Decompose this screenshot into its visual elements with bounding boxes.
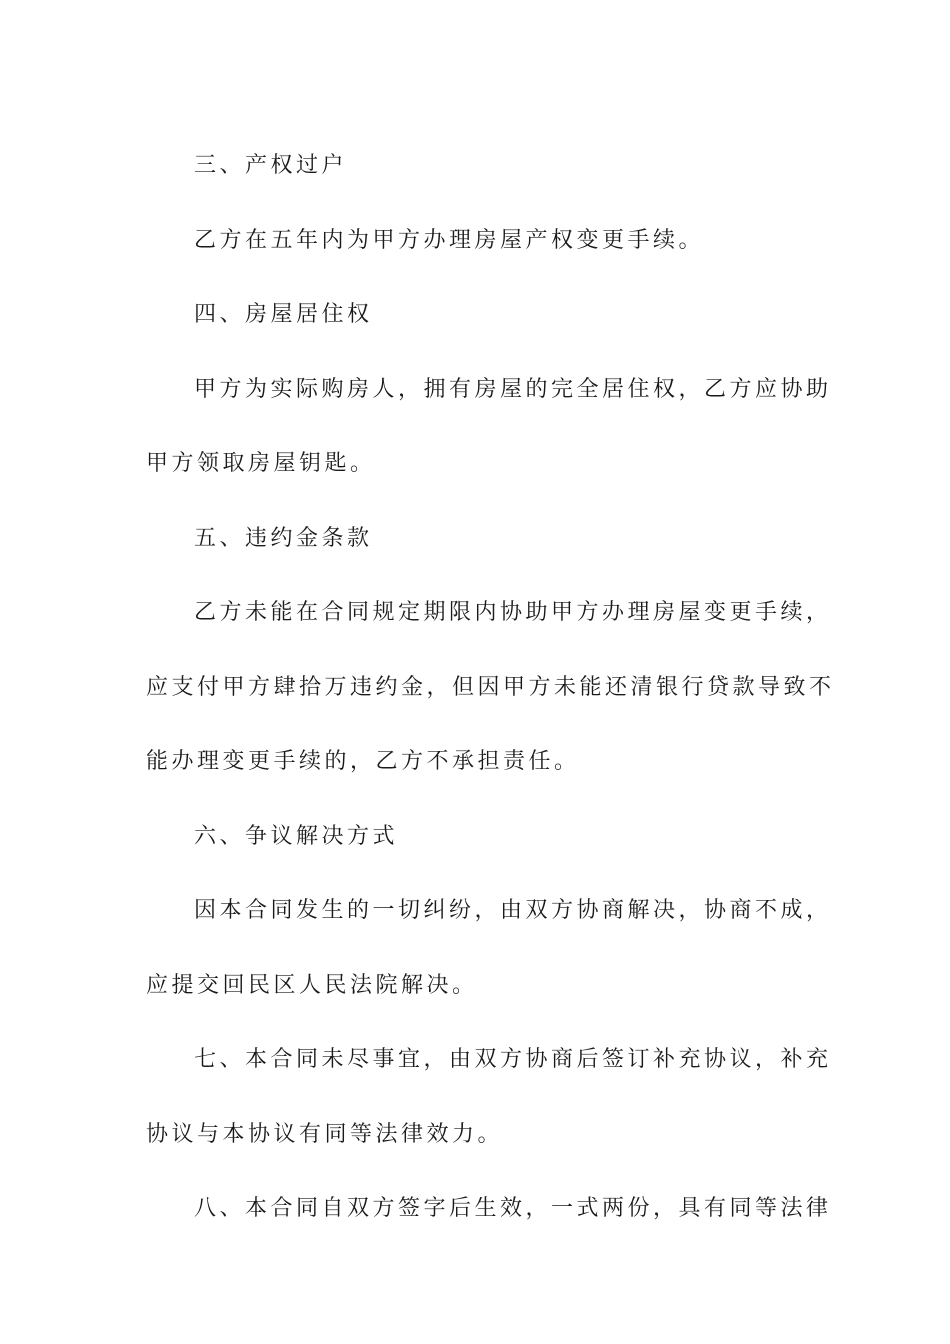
section-6-body-line-1: 因本合同发生的一切纠纷，由双方协商解决，协商不成， — [194, 898, 832, 923]
section-6-heading — [146, 800, 806, 875]
section-8 — [146, 1172, 832, 1247]
section-3-heading-text: 三、产权过户 — [194, 153, 348, 178]
section-6-body-line-2: 应提交回民区人民法院解决。 — [146, 972, 478, 998]
section-6-body — [146, 874, 832, 1023]
section-5-body-line-3: 能办理变更手续的，乙方不承担责任。 — [146, 749, 580, 774]
section-5-body-line-2: 应支付甲方肆拾万违约金，但因甲方未能还清银行贷款导致不 — [146, 674, 835, 700]
section-7 — [146, 1023, 832, 1172]
section-8-line-1: 八、本合同自双方签字后生效，一式两份，具有同等法律 — [194, 1196, 832, 1221]
section-4-body-line-1: 甲方为实际购房人，拥有房屋的完全居住权，乙方应协助 — [194, 376, 832, 402]
section-6-heading-text: 六、争议解决方式 — [194, 823, 399, 849]
document-body — [146, 129, 835, 1247]
section-5-body-line-1: 乙方未能在合同规定期限内协助甲方办理房屋变更手续， — [194, 600, 832, 625]
section-4-heading — [146, 278, 806, 353]
section-3-body-text: 乙方在五年内为甲方办理房屋产权变更手续。 — [194, 227, 705, 253]
section-5-body — [146, 576, 835, 800]
section-3-heading — [146, 129, 806, 204]
section-4-body — [146, 353, 832, 502]
section-5-heading-text: 五、违约金条款 — [194, 525, 373, 551]
section-7-line-2: 协议与本协议有同等法律效力。 — [146, 1121, 504, 1147]
section-4-body-line-2: 甲方领取房屋钥匙。 — [146, 451, 376, 476]
section-4-heading-text: 四、房屋居住权 — [194, 302, 373, 327]
section-7-line-1: 七、本合同未尽事宜，由双方协商后签订补充协议，补充 — [194, 1047, 832, 1072]
section-5-heading — [146, 502, 806, 577]
section-3-body — [146, 204, 806, 279]
